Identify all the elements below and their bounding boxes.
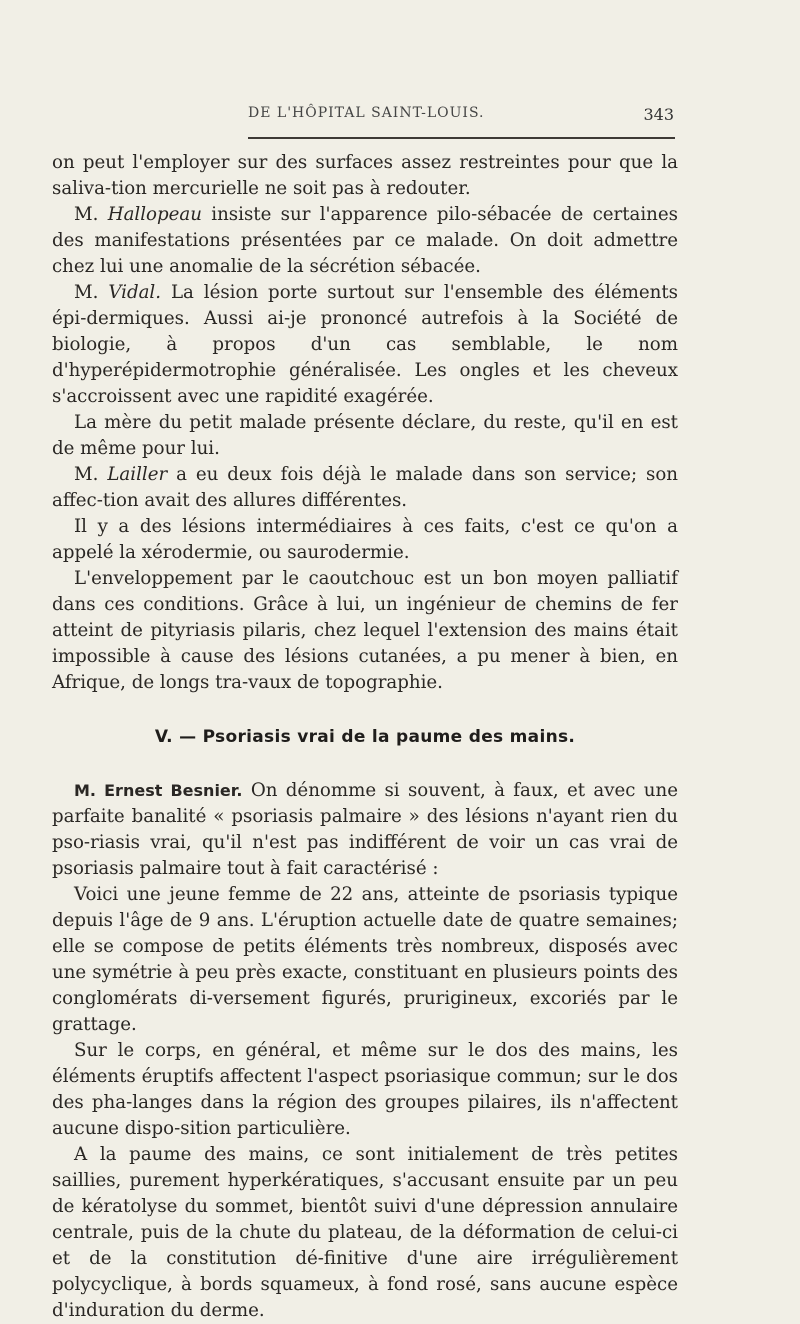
running-head: DE L'HÔPITAL SAINT-LOUIS. — [248, 105, 485, 121]
paragraph-10: Sur le corps, en général, et même sur le dos des mains, les éléments éruptifs affectent l'aspect psoriasique commun; sur le dos des pha-langes dans la région des groupes pilaires, ils n'affectent aucune dispo-sition particulière. — [52, 1040, 678, 1139]
paragraph-3-text: La lésion porte surtout sur l'ensemble des éléments épi-dermiques. Aussi ai-je prononcé autrefois à la Société de biologie, à propos d'un cas semblable, le nom d'hyperépidermotrophie généralisée. Les ongles et les cheveux s'accroissent avec une rapidité exagérée. — [52, 282, 678, 407]
speaker-besnier: M. Ernest Besnier. — [74, 781, 243, 800]
page-number: 343 — [643, 105, 674, 124]
body-text — [52, 150, 678, 1324]
paragraph-8 — [52, 778, 678, 882]
paragraph-2 — [52, 202, 678, 280]
paragraph-2-prefix: M. — [74, 204, 99, 225]
paragraph-5-prefix: M. — [74, 464, 99, 485]
paragraph-5 — [52, 462, 678, 514]
paragraph-3 — [52, 280, 678, 410]
speaker-lailler: Lailler — [107, 464, 168, 485]
paragraph-9: Voici une jeune femme de 22 ans, atteinte de psoriasis typique depuis l'âge de 9 ans. L'éruption actuelle date de quatre semaines; elle se compose de petits éléments très nombreux, disposés avec une symétrie à peu près exacte, constituant en plusieurs points des conglomérats di-versement figurés, prurigineux, excoriés par le grattage. — [52, 884, 678, 1035]
page-header — [248, 105, 674, 129]
paragraph-5-text: a eu deux fois déjà le malade dans son service; son affec-tion avait des allures différentes. — [52, 464, 678, 511]
section-heading: V. — Psoriasis vrai de la paume des mains. — [154, 727, 576, 747]
paragraph-11: A la paume des mains, ce sont initialement de très petites saillies, purement hyperkératiques, s'accusant ensuite par un peu de kératolyse du sommet, bientôt suivi d'une dépression annulaire centrale, puis de la chute du plateau, de la déformation de celui-ci et de la constitution dé-finitive d'une aire irrégulièrement polycyclique, à bords squameux, à fond rosé, sans aucune espèce d'induration du derme. — [52, 1144, 678, 1321]
speaker-hallopeau: Hallopeau — [107, 204, 202, 225]
paragraph-1: on peut l'employer sur des surfaces assez restreintes pour que la saliva-tion mercurielle ne soit pas à redouter. — [52, 152, 678, 199]
paragraph-8-text: On dénomme si souvent, à faux, et avec une parfaite banalité « psoriasis palmaire » des lésions n'ayant rien du pso-riasis vrai, qu'il n'est pas indifférent de voir un cas vrai de psoriasis palmaire tout à fait caractérisé : — [52, 780, 678, 879]
paragraph-3-prefix: M. — [74, 282, 99, 303]
paragraph-7: L'enveloppement par le caoutchouc est un bon moyen palliatif dans ces conditions. Grâce à lui, un ingénieur de chemins de fer atteint de pityriasis pilaris, chez lequel l'extension des mains était impossible à cause des lésions cutanées, a pu mener à bien, en Afrique, de longs tra-vaux de topographie. — [52, 568, 678, 693]
speaker-vidal: Vidal. — [108, 282, 162, 303]
paragraph-6: Il y a des lésions intermédiaires à ces faits, c'est ce qu'on a appelé la xérodermie, ou saurodermie. — [52, 516, 678, 563]
header-rule — [248, 137, 675, 139]
paragraph-2-text: insiste sur l'apparence pilo-sébacée de certaines des manifestations présentées par ce malade. On doit admettre chez lui une anomalie de la sécrétion sébacée. — [52, 204, 678, 277]
paragraph-4: La mère du petit malade présente déclare, du reste, qu'il en est de même pour lui. — [52, 412, 678, 459]
